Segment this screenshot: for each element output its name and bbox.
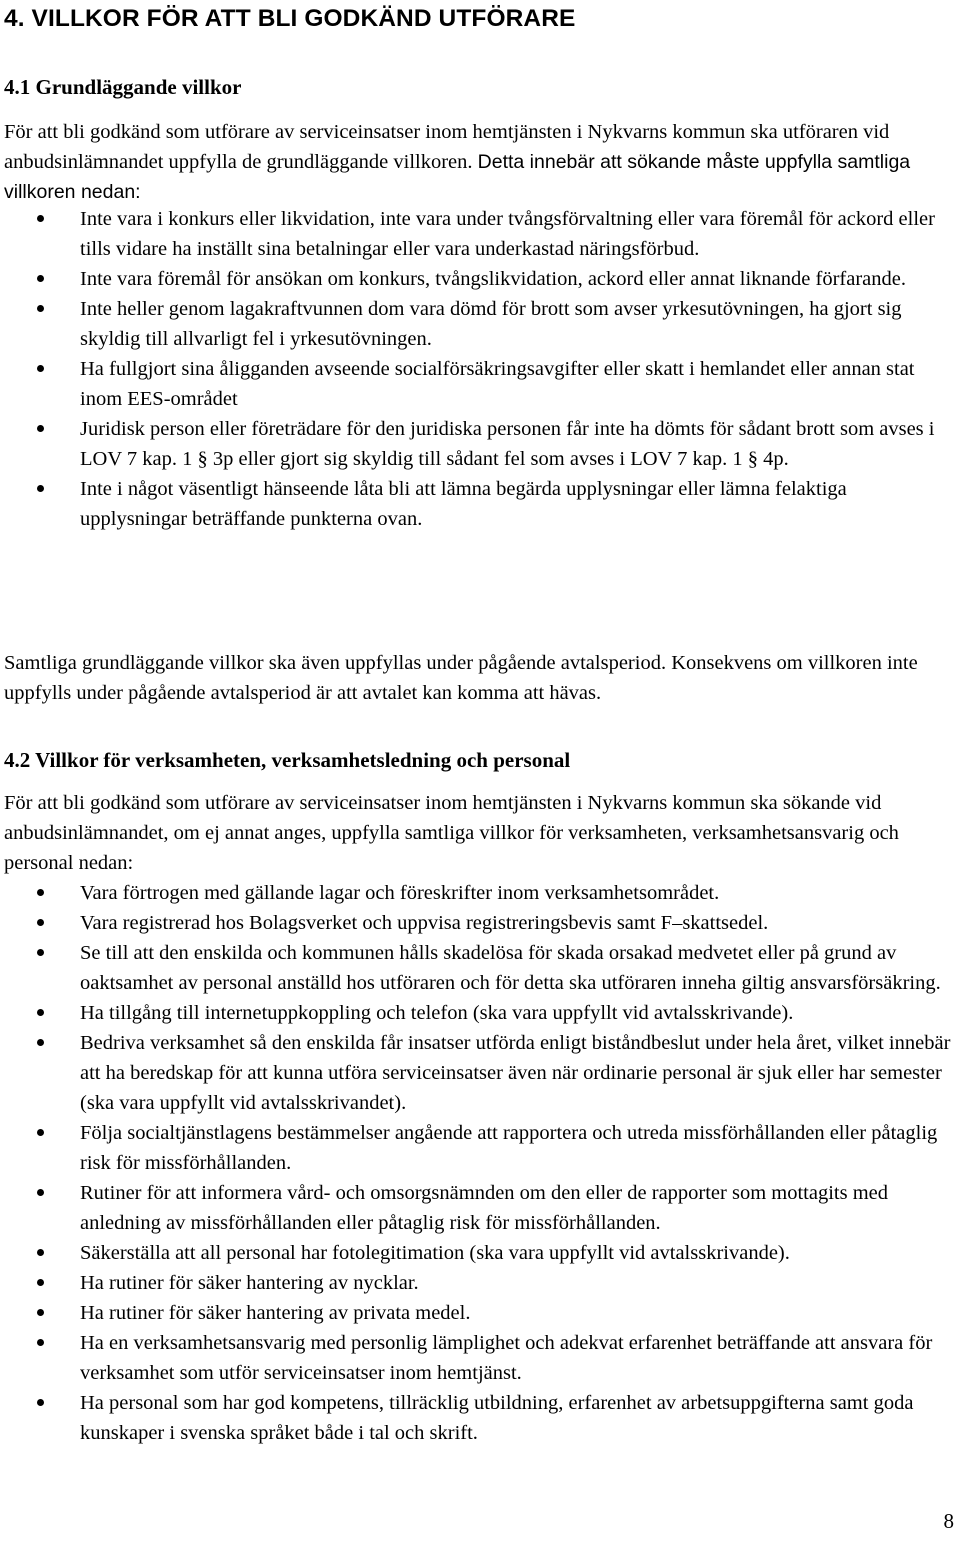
list-item-text: Se till att den enskilda och kommunen hålls skadelösa för skada orsakad medvetet eller på grund av oaktsamhet av personal anställd hos utföraren och för detta ska utföraren inneha giltig ansvarsförsäkring.: [80, 942, 941, 994]
bullet-icon: [37, 1249, 44, 1256]
list-item: [0, 1328, 958, 1388]
section-4-1-closing: Samtliga grundläggande villkor ska även uppfyllas under pågående avtalsperiod. Konsekvens om villkoren inte uppfylls under pågående avtalsperiod är att avtalet kan komma att hävas.: [4, 652, 918, 704]
list-item-text: Juridisk person eller företrädare för den juridiska personen får inte ha dömts för sådant brott som avses i LOV 7 kap. 1 § 3p eller gjort sig skyldig till sådant fel som avses i LOV 7 kap. 1 § 4p.: [80, 418, 935, 470]
section-4-2-bullet-list: [0, 878, 958, 1448]
bullet-icon: [37, 1279, 44, 1286]
list-item: [0, 204, 958, 264]
bullet-icon: [37, 919, 44, 926]
bullet-icon: [37, 1399, 44, 1406]
intro-sentence-serif: För att bli godkänd som utförare av serviceinsatser inom hemtjänsten i Nykvarns kommun ska utföraren vid anbudsinlämnandet uppfylla de grundläggande villkoren.: [4, 121, 890, 173]
list-item: [0, 1388, 958, 1448]
list-item-text: Följa socialtjänstlagens bestämmelser angående att rapportera och utreda missförhållanden eller påtaglig risk för missförhållanden.: [80, 1122, 938, 1174]
list-item: [0, 1118, 958, 1178]
bullet-icon: [37, 949, 44, 956]
list-item: [0, 264, 958, 294]
bullet-icon: [37, 215, 44, 222]
bullet-icon: [37, 485, 44, 492]
section-4-1-intro: [4, 117, 959, 207]
list-item-text: Ha fullgjort sina åligganden avseende socialförsäkringsavgifter eller skatt i hemlandet eller annan stat inom EES-området: [80, 358, 915, 410]
list-item-text: Bedriva verksamhet så den enskilda får insatser utförda enligt biståndbeslut under hela året, vilket innebär att ha beredskap för att kunna utföra serviceinsatser även när ordinarie personal är sjuk eller har semester (ska vara uppfyllt vid avtalsskrivandet).: [80, 1032, 951, 1114]
bullet-icon: [37, 1339, 44, 1346]
list-item: [0, 474, 958, 534]
list-item: [0, 878, 958, 908]
list-item-text: Inte heller genom lagakraftvunnen dom vara dömd för brott som avser yrkesutövningen, ha gjort sig skyldig till allvarligt fel i yrkesutövningen.: [80, 298, 902, 350]
list-item-text: Ha tillgång till internetuppkoppling och telefon (ska vara uppfyllt vid avtalsskrivande).: [80, 1002, 794, 1024]
list-item-text: Vara förtrogen med gällande lagar och föreskrifter inom verksamhetsområdet.: [80, 882, 720, 904]
bullet-icon: [37, 889, 44, 896]
list-item-text: Vara registrerad hos Bolagsverket och uppvisa registreringsbevis samt F–skattsedel.: [80, 912, 769, 934]
list-item-text: Säkerställa att all personal har fotolegitimation (ska vara uppfyllt vid avtalsskrivande).: [80, 1242, 790, 1264]
bullet-icon: [37, 275, 44, 282]
list-item-text: Ha rutiner för säker hantering av nycklar.: [80, 1272, 419, 1294]
bullet-icon: [37, 1129, 44, 1136]
list-item-text: Inte i något väsentligt hänseende låta bli att lämna begärda upplysningar eller lämna felaktiga upplysningar beträffande punkterna ovan.: [80, 478, 847, 530]
list-item: [0, 294, 958, 354]
bullet-icon: [37, 425, 44, 432]
page-number: 8: [943, 1509, 954, 1533]
section-4-1-bullet-list: [0, 204, 958, 534]
list-item-text: Inte vara i konkurs eller likvidation, inte vara under tvångsförvaltning eller vara föremål för ackord eller tills vidare ha inställt sina betalningar eller vara underkastad näringsförbud.: [80, 208, 935, 260]
bullet-icon: [37, 1189, 44, 1196]
bullet-icon: [37, 305, 44, 312]
list-item-text: Ha personal som har god kompetens, tillräcklig utbildning, erfarenhet av arbetsuppgifterna samt goda kunskaper i svenska språket både i tal och skrift.: [80, 1392, 914, 1444]
bullet-icon: [37, 365, 44, 372]
list-item: [0, 1268, 958, 1298]
chapter-heading: 4. VILLKOR FÖR ATT BLI GODKÄND UTFÖRARE: [4, 5, 576, 32]
bullet-icon: [37, 1309, 44, 1316]
section-4-1-title: 4.1 Grundläggande villkor: [4, 75, 242, 99]
list-item: [0, 1238, 958, 1268]
intro-sentence-sans: Detta innebär att sökande måste uppfylla samtliga villkoren nedan:: [4, 151, 911, 203]
list-item: [0, 1028, 958, 1118]
bullet-icon: [37, 1009, 44, 1016]
list-item-text: Ha en verksamhetsansvarig med personlig lämplighet och adekvat erfarenhet beträffande att ansvara för verksamhet som utför serviceinsatser inom hemtjänst.: [80, 1332, 933, 1384]
list-item: [0, 354, 958, 414]
section-4-2-title: 4.2 Villkor för verksamheten, verksamhetsledning och personal: [4, 748, 571, 772]
list-item-text: Rutiner för att informera vård- och omsorgsnämnden om den eller de rapporter som mottagits med anledning av missförhållanden eller påtaglig risk för missförhållanden.: [80, 1182, 889, 1234]
list-item: [0, 1298, 958, 1328]
list-item-text: Ha rutiner för säker hantering av privata medel.: [80, 1302, 471, 1324]
list-item: [0, 1178, 958, 1238]
list-item: [0, 908, 958, 938]
list-item: [0, 938, 958, 998]
section-4-2-intro: För att bli godkänd som utförare av serviceinsatser inom hemtjänsten i Nykvarns kommun ska sökande vid anbudsinlämnandet, om ej annat anges, uppfylla samtliga villkor för verksamheten, verksamhetsansvarig och personal nedan:: [4, 792, 899, 874]
list-item: [0, 414, 958, 474]
list-item-text: Inte vara föremål för ansökan om konkurs, tvångslikvidation, ackord eller annat liknande förfarande.: [80, 268, 906, 290]
list-item: [0, 998, 958, 1028]
bullet-icon: [37, 1039, 44, 1046]
